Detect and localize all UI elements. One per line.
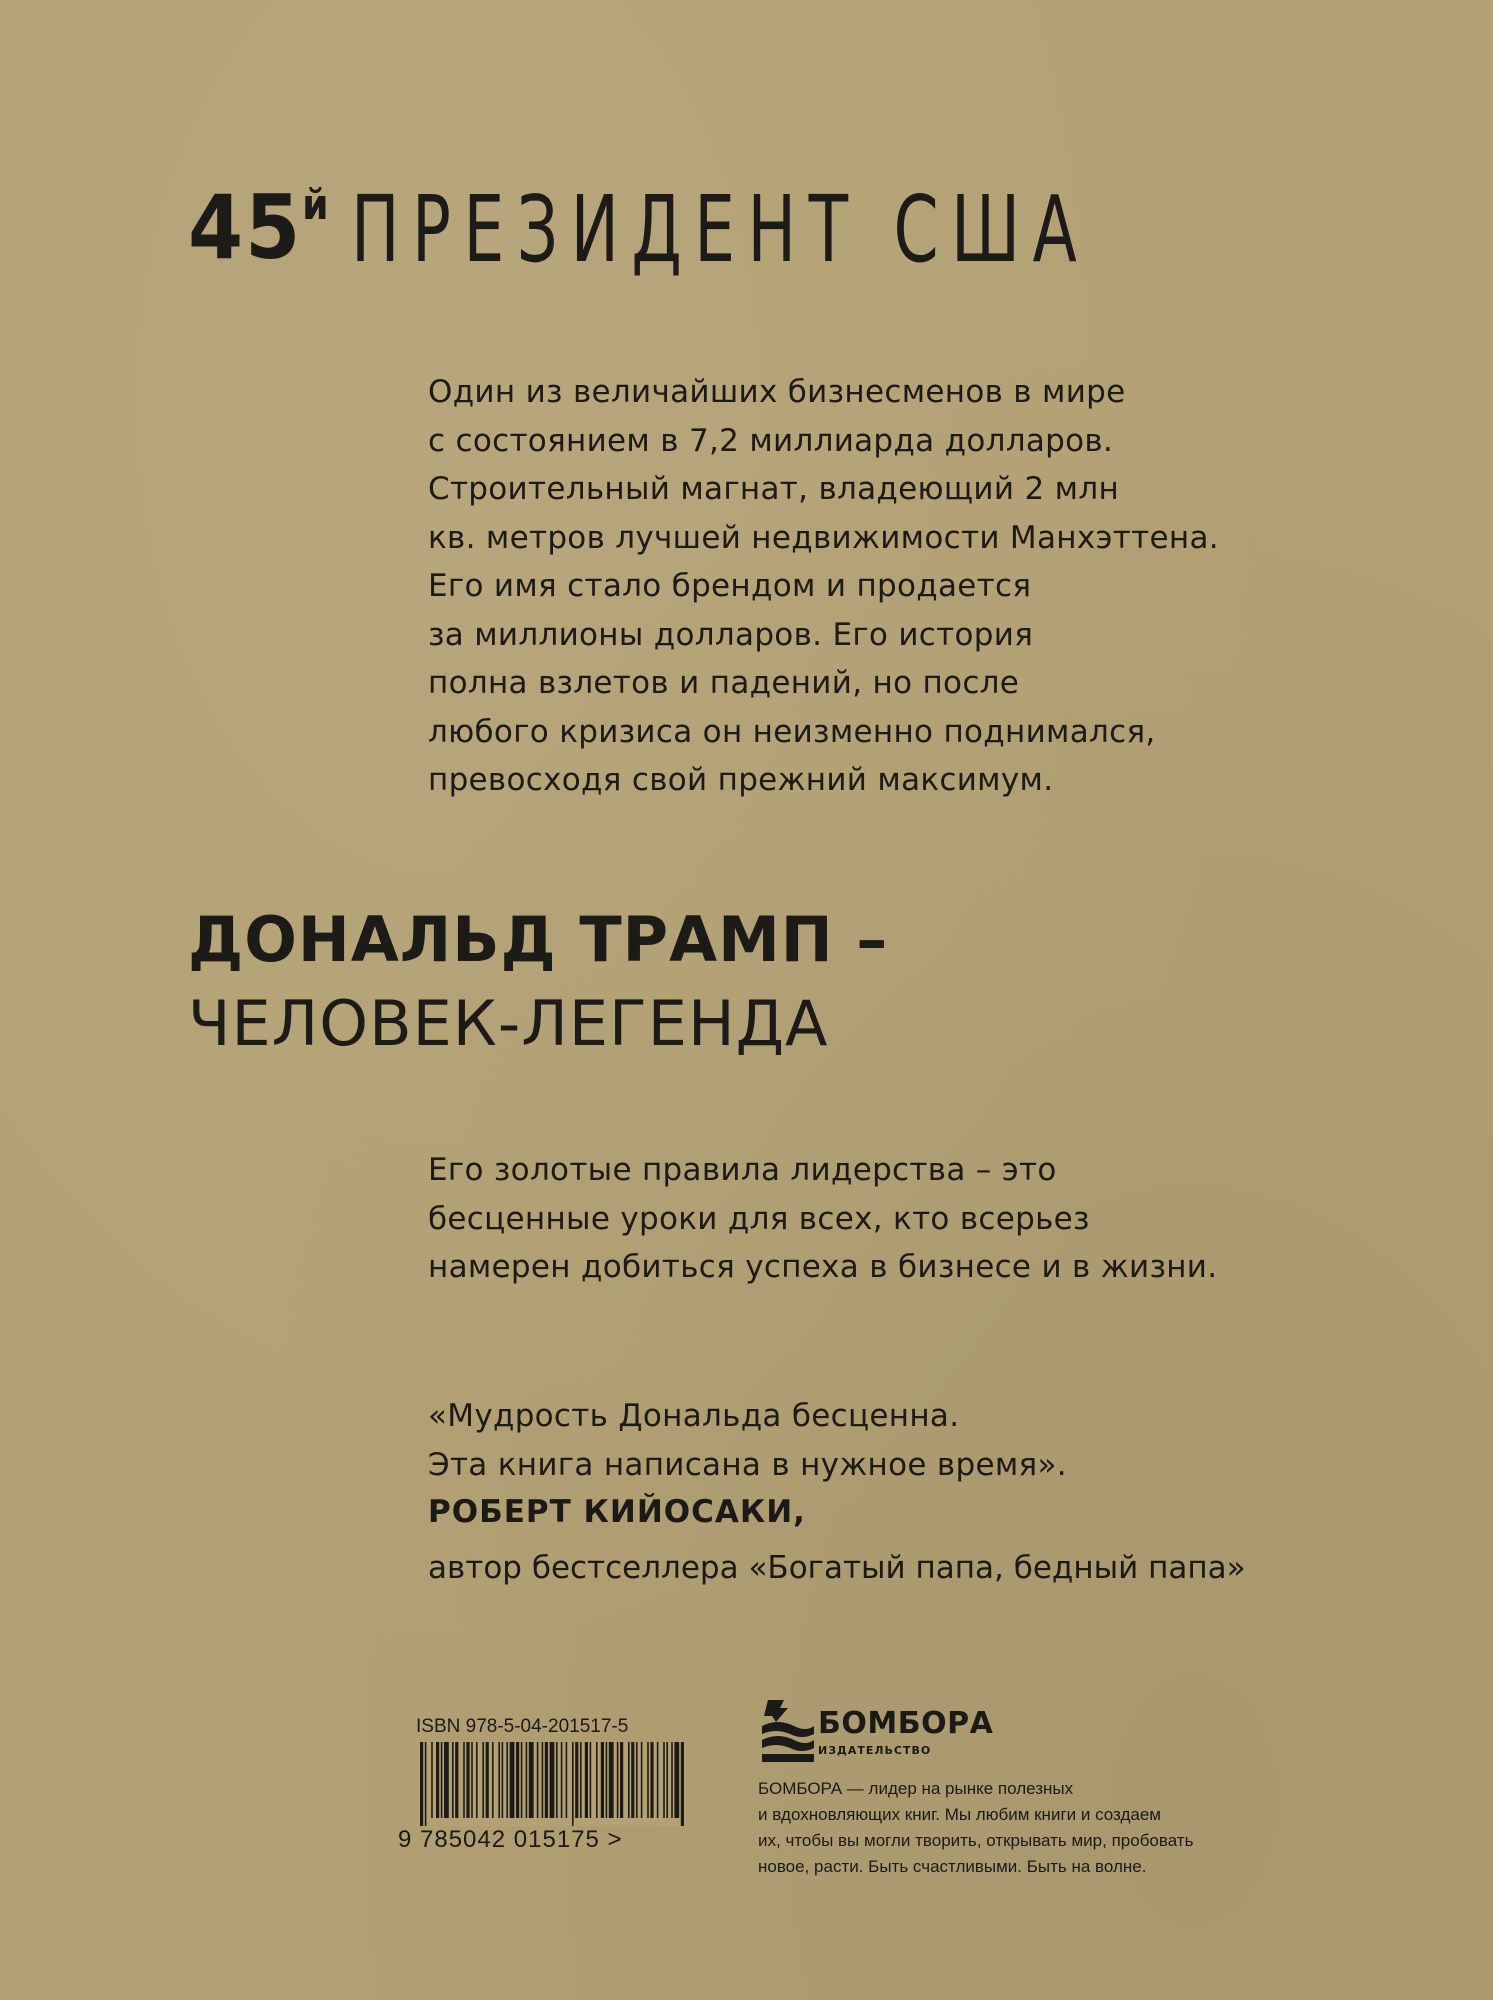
text-line: Его имя стало брендом и продается xyxy=(428,568,1032,604)
barcode-bar xyxy=(441,1742,443,1818)
quote-author-description: автор бестселлера «Богатый папа, бедный папа» xyxy=(428,1550,1246,1586)
barcode-bar xyxy=(537,1742,539,1818)
barcode xyxy=(418,1742,686,1826)
blurb-line: БОМБОРА — лидер на рынке полезных xyxy=(758,1779,1074,1798)
headline xyxy=(188,176,1297,283)
barcode-bar xyxy=(556,1742,558,1818)
barcode-bar xyxy=(476,1742,478,1818)
barcode-bar xyxy=(575,1742,578,1818)
barcode-bar xyxy=(431,1742,433,1818)
barcode-bar xyxy=(674,1742,679,1818)
barcode-bar xyxy=(681,1742,684,1826)
barcode-bar xyxy=(526,1742,528,1818)
barcode-bar xyxy=(596,1742,598,1818)
barcode-bars xyxy=(418,1742,686,1826)
text-line: Его золотые правила лидерства – это xyxy=(428,1152,1057,1188)
barcode-bar xyxy=(572,1742,574,1826)
barcode-bar xyxy=(601,1742,604,1818)
barcode-bar xyxy=(452,1742,454,1818)
barcode-bar xyxy=(455,1742,458,1818)
barcode-bar xyxy=(663,1742,665,1818)
barcode-bar xyxy=(521,1742,523,1818)
blurb-line: их, чтобы вы могли творить, открывать мир, пробовать xyxy=(758,1831,1194,1850)
barcode-bar xyxy=(466,1742,469,1818)
barcode-bar xyxy=(542,1742,544,1818)
barcode-bar xyxy=(617,1742,619,1818)
barcode-bar xyxy=(506,1742,508,1818)
quote-line: «Мудрость Дональда бесценна. xyxy=(428,1398,960,1434)
barcode-bar xyxy=(436,1742,439,1818)
barcode-bar xyxy=(606,1742,608,1818)
barcode-bar xyxy=(620,1742,623,1818)
subheading-line-1: ДОНАЛЬД ТРАМП – xyxy=(188,903,889,976)
blurb-line: новое, расти. Быть счастливыми. Быть на волне. xyxy=(758,1857,1147,1876)
headline-number: 45 xyxy=(188,176,303,279)
barcode-bar xyxy=(516,1742,519,1818)
barcode-digits: 9 785042 015175 > xyxy=(398,1826,623,1853)
rules-paragraph xyxy=(428,1146,1328,1292)
text-line: кв. метров лучшей недвижимости Манхэттена. xyxy=(428,519,1219,556)
barcode-bar xyxy=(641,1742,643,1818)
barcode-bar xyxy=(650,1742,653,1818)
quote-author-name: РОБЕРТ КИЙОСАКИ, xyxy=(428,1494,806,1530)
text-line: за миллионы долларов. Его история xyxy=(428,616,1034,653)
intro-paragraph xyxy=(428,368,1328,805)
barcode-bar xyxy=(666,1742,668,1818)
barcode-bar xyxy=(545,1742,548,1818)
text-line: полна взлетов и падений, но после xyxy=(428,665,1020,701)
publisher-logo-name: БОМБОРА xyxy=(818,1706,994,1741)
barcode-bar xyxy=(550,1742,555,1818)
barcode-bar xyxy=(486,1742,489,1818)
barcode-bar xyxy=(580,1742,582,1818)
barcode-bar xyxy=(492,1742,494,1818)
barcode-bar xyxy=(463,1742,465,1818)
barcode-bar xyxy=(471,1742,473,1818)
text-line: намерен добиться успеха в бизнесе и в жизни. xyxy=(428,1249,1218,1285)
barcode-bar xyxy=(590,1742,592,1818)
text-line: превосходя свой прежний максимум. xyxy=(428,762,1054,798)
text-line: Строительный магнат, владеющий 2 млн xyxy=(428,471,1120,507)
text-line: Один из величайших бизнесменов в мире xyxy=(428,374,1126,410)
publisher-blurb xyxy=(758,1776,1278,1880)
barcode-bar xyxy=(498,1742,500,1818)
barcode-bar xyxy=(671,1742,673,1818)
barcode-bar xyxy=(425,1742,427,1826)
barcode-bar xyxy=(561,1742,563,1818)
barcode-bar xyxy=(482,1742,484,1818)
barcode-bar xyxy=(444,1742,449,1818)
barcode-bar xyxy=(657,1742,659,1818)
barcode-bar xyxy=(585,1742,588,1818)
bombora-logo-icon xyxy=(758,1696,818,1766)
blurb-line: и вдохновляющих книг. Мы любим книги и создаем xyxy=(758,1805,1161,1824)
text-line: любого кризиса он неизменно поднимался, xyxy=(428,713,1156,750)
barcode-bar xyxy=(510,1742,515,1818)
barcode-bar xyxy=(636,1742,638,1818)
isbn-label: ISBN 978-5-04-201517-5 xyxy=(416,1716,629,1737)
barcode-bar xyxy=(502,1742,504,1818)
text-line: бесценные уроки для всех, кто всерьез xyxy=(428,1200,1090,1237)
barcode-bar xyxy=(529,1742,534,1818)
barcode-bar xyxy=(420,1742,423,1826)
quote-paragraph xyxy=(428,1392,1328,1489)
barcode-bar xyxy=(647,1742,649,1818)
publisher-logo-subtitle: ИЗДАТЕЛЬСТВО xyxy=(818,1744,932,1757)
subheading-line-2: ЧЕЛОВЕК-ЛЕГЕНДА xyxy=(188,987,829,1060)
headline-title: ПРЕЗИДЕНТ США xyxy=(350,176,1089,283)
headline-superscript: й xyxy=(302,180,329,229)
quote-line: Эта книга написана в нужное время». xyxy=(428,1446,1067,1483)
barcode-bar xyxy=(628,1742,630,1818)
subheading xyxy=(188,898,888,1066)
barcode-bar xyxy=(609,1742,614,1818)
text-line: с состоянием в 7,2 миллиарда долларов. xyxy=(428,422,1114,459)
barcode-bar xyxy=(566,1742,568,1818)
barcode-bar xyxy=(631,1742,634,1818)
